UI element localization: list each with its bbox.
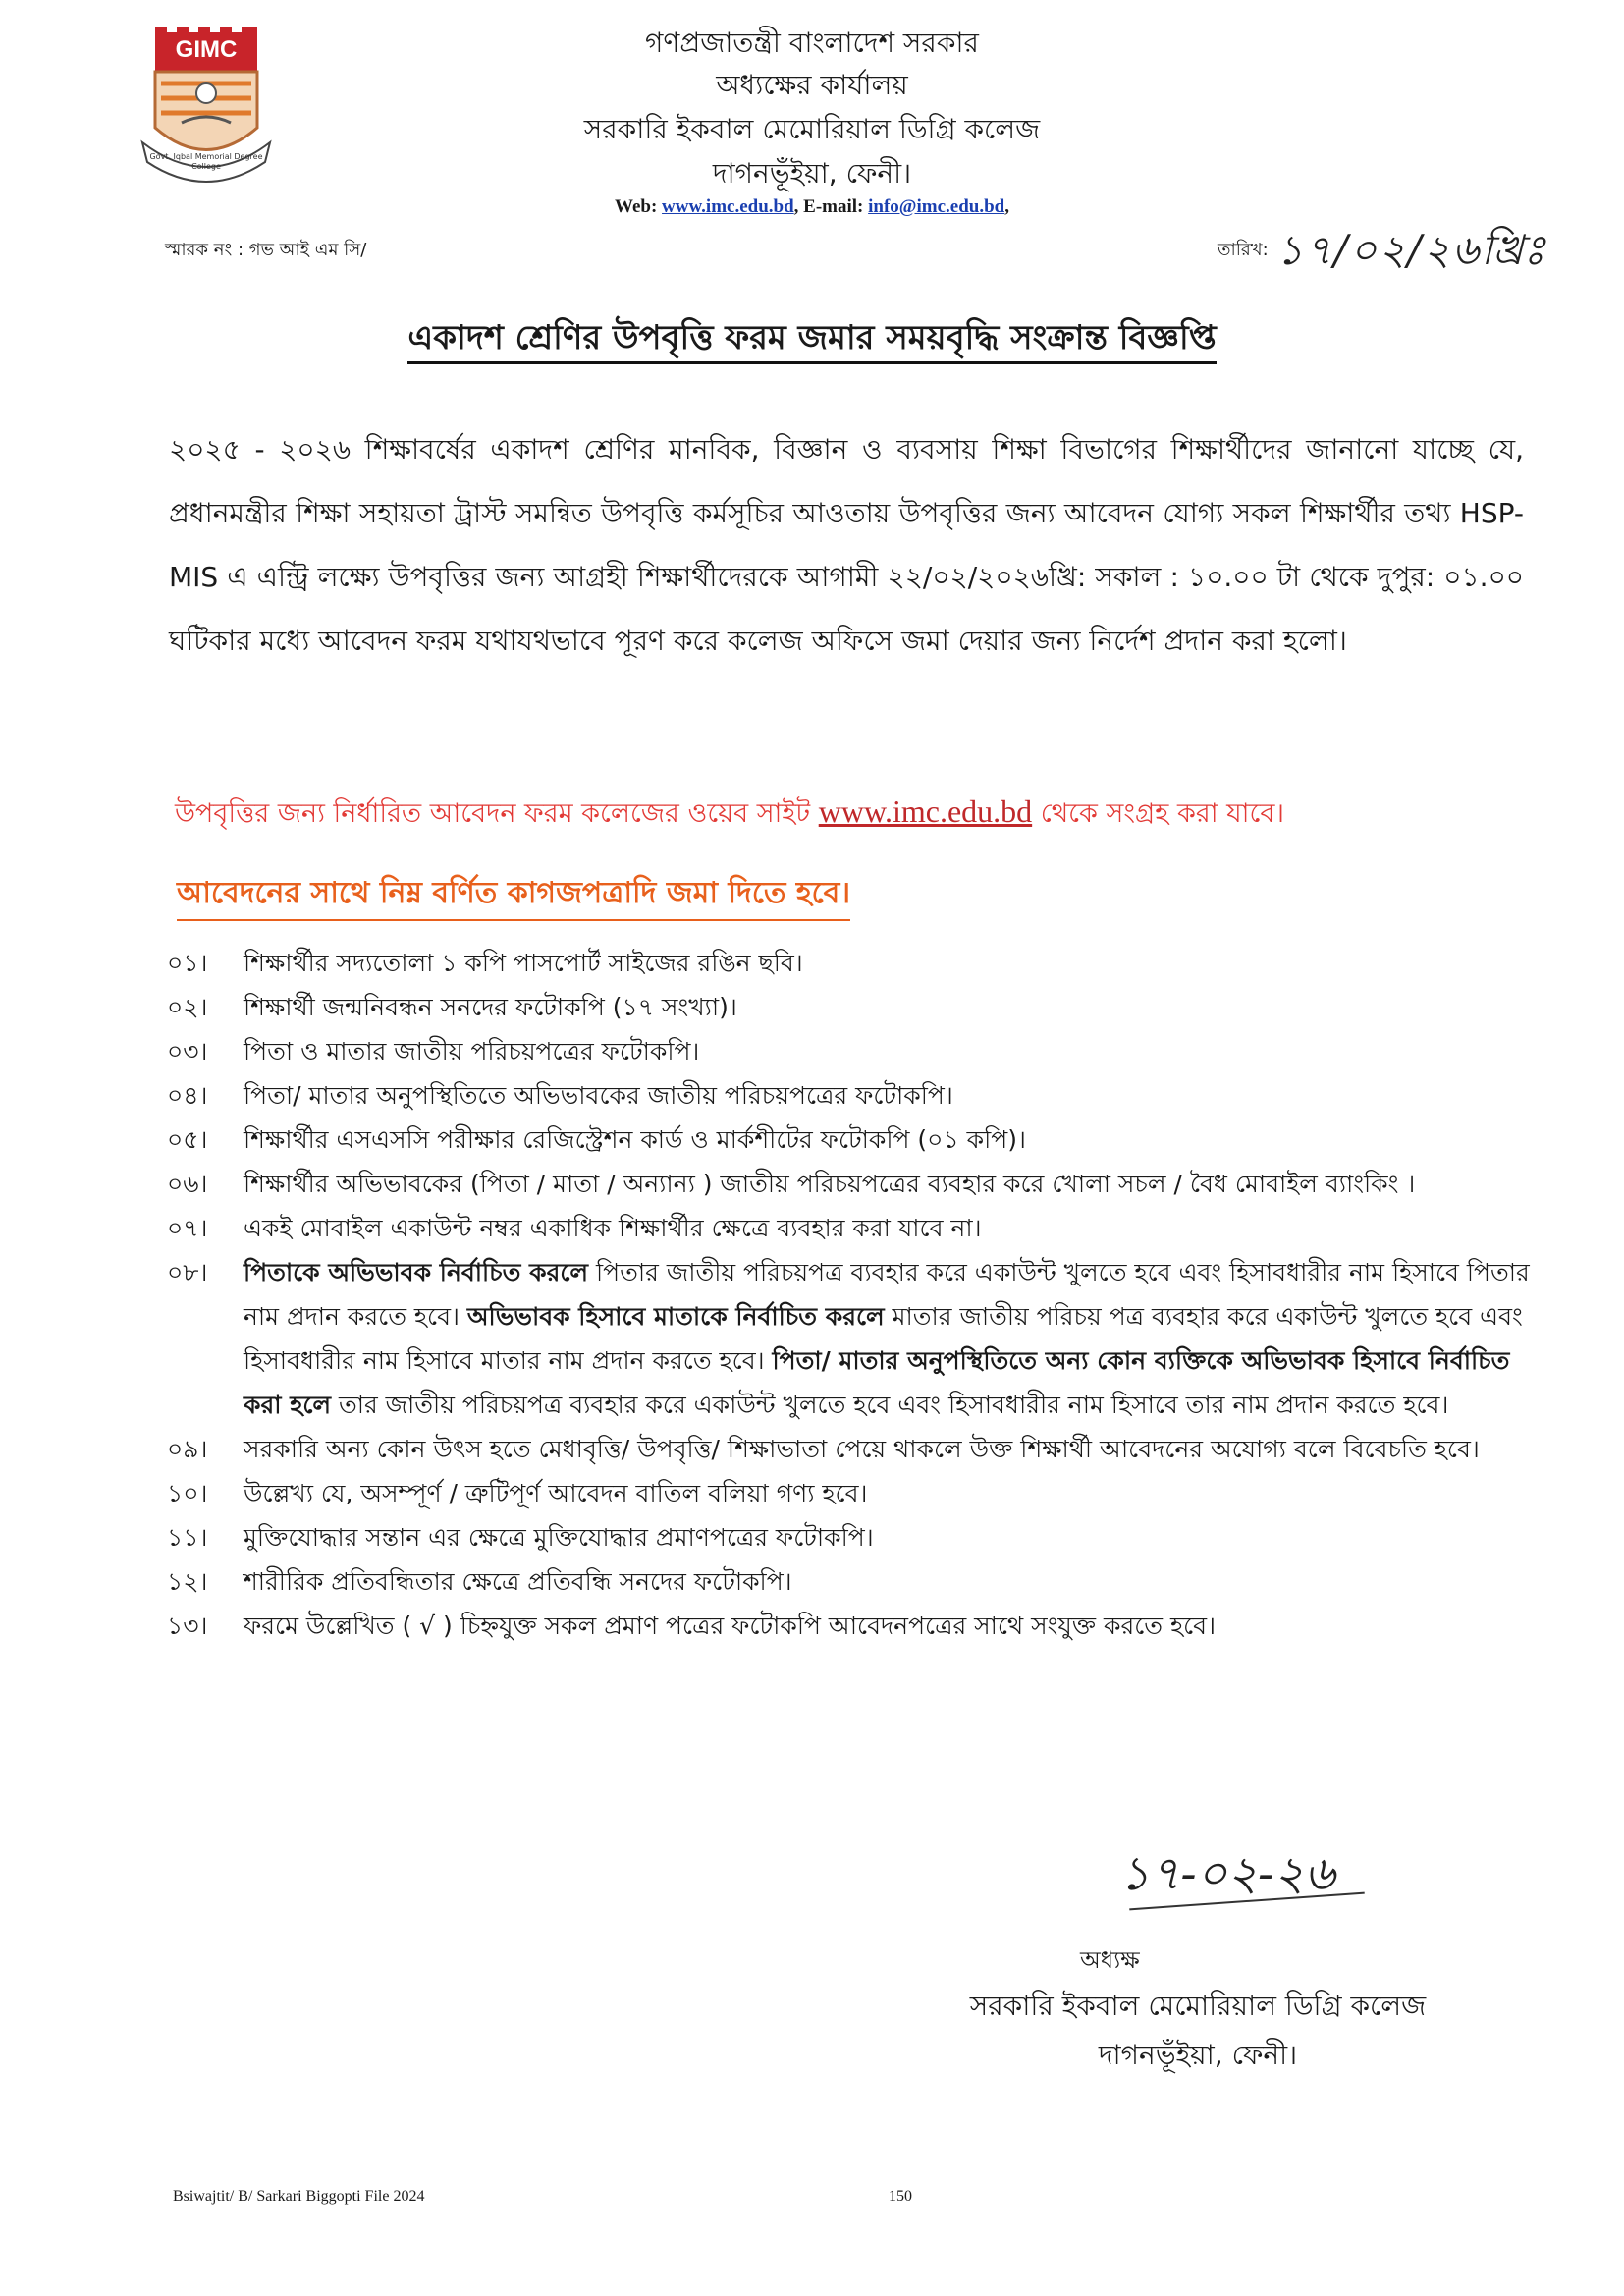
documents-heading: আবেদনের সাথে নিম্ন বর্ণিত কাগজপত্রাদি জমা দিতে হবে। xyxy=(177,869,850,921)
header-contact xyxy=(517,196,1107,218)
list-item xyxy=(167,1604,1537,1648)
item-number: ০৮। xyxy=(167,1258,208,1286)
logo-text: GIMC xyxy=(175,36,238,63)
signature: ১৭-০২-২৬ xyxy=(1119,1846,1335,1901)
item-number: ০৭। xyxy=(167,1214,208,1242)
list-item xyxy=(167,1206,1537,1250)
item8-mother-bold: অভিভাবক হিসাবে মাতাকে নির্বাচিত করলে xyxy=(466,1302,885,1331)
item-text: শারীরিক প্রতিবন্ধিতার ক্ষেত্রে প্রতিবন্ধি সনদের ফটোকপি। xyxy=(244,1567,792,1596)
principal-title: অধ্যক্ষ xyxy=(1080,1946,1140,1974)
item-number: ০১। xyxy=(167,949,208,977)
list-item xyxy=(167,1559,1537,1604)
item8-father-bold: পিতাকে অভিভাবক নির্বাচিত করলে xyxy=(244,1258,589,1286)
item-number: ০৫। xyxy=(167,1125,208,1154)
college-logo xyxy=(137,25,275,196)
form-notice-pre: উপবৃত্তির জন্য নির্ধারিত আবেদন ফরম কলেজের ওয়েব সাইট xyxy=(175,798,819,829)
item8-other-text: তার জাতীয় পরিচয়পত্র ব্যবহার করে একাউন্ট খুলতে হবে এবং হিসাবধারীর নাম হিসাবে তার নাম প্রদান করতে হবে। xyxy=(331,1391,1449,1419)
list-item xyxy=(167,1162,1537,1206)
form-notice-post: থেকে সংগ্রহ করা যাবে। xyxy=(1032,798,1285,829)
notice-body: ২০২৫ - ২০২৬ শিক্ষাবর্ষের একাদশ শ্রেণির মানবিক, বিজ্ঞান ও ব্যবসায় শিক্ষা বিভাগের শিক্ষার্থীদের জানানো যাচ্ছে যে, প্রধানমন্ত্রীর শিক্ষা সহায়তা ট্রাস্ট সমন্বিত উপবৃত্তি কর্মসূচির আওতায় উপবৃত্তির জন্য আবেদন যোগ্য সকল শিক্ষার্থীর তথ্য HSP-MIS এ এন্ট্রি লক্ষ্যে উপবৃত্তির জন্য আগ্রহী শিক্ষার্থীদেরকে আগামী ২২/০২/২০২৬খ্রি: সকাল : ১০.০০ টা থেকে দুপুর: ০১.০০ ঘটিকার মধ্যে আবেদন ফরম যথাযথভাবে পূরণ করে কলেজ অফিসে জমা দেয়ার জন্য নির্দেশ প্রদান করা হলো। xyxy=(169,433,1524,657)
item-number: ০২। xyxy=(167,993,208,1021)
item-text: সরকারি অন্য কোন উৎস হতে মেধাবৃত্তি/ উপবৃত্তি/ শিক্ষাভাতা পেয়ে থাকলে উক্ত শিক্ষার্থী আবেদনের অযোগ্য বলে বিবেচতি হবে। xyxy=(244,1435,1480,1463)
header-address: দাগনভূঁইয়া, ফেনী। xyxy=(712,157,912,190)
item-number: ০৪। xyxy=(167,1081,208,1110)
header-office: অধ্যক্ষের কার্যালয় xyxy=(716,69,908,101)
list-item xyxy=(167,941,1537,985)
header-government: গণপ্রজাতন্ত্রী বাংলাদেশ সরকার xyxy=(645,27,979,59)
logo-ribbon: Govt. Iqbal Memorial Degree College xyxy=(149,152,263,171)
item-number: ১৩। xyxy=(167,1612,208,1640)
item-number: ১১। xyxy=(167,1523,208,1552)
item-number: ০৯। xyxy=(167,1435,208,1463)
list-item xyxy=(167,1250,1537,1427)
email-label: , E-mail: xyxy=(793,196,864,217)
item-text: একই মোবাইল একাউন্ট নম্বর একাধিক শিক্ষার্থীর ক্ষেত্রে ব্যবহার করা যাবে না। xyxy=(244,1214,982,1242)
item-text: মুক্তিযোদ্ধার সন্তান এর ক্ষেত্রে মুক্তিযোদ্ধার প্রমাণপত্রের ফটোকপি। xyxy=(244,1523,874,1552)
item-text: পিতা ও মাতার জাতীয় পরিচয়পত্রের ফটোকপি। xyxy=(244,1037,700,1066)
signatory-college xyxy=(923,1982,1473,2080)
item-number: ১০। xyxy=(167,1479,208,1507)
notice-title xyxy=(0,312,1624,368)
item-number: ০৬। xyxy=(167,1170,208,1198)
item8-father-text: পিতার জাতীয় পরিচয়পত্র ব্যবহার করে একাউন্ট খুলতে হবে এবং হিসাবধারীর নাম হিসাবে পিতার নাম প্রদান করতে হবে। xyxy=(244,1258,1530,1331)
item-text: ফরমে উল্লেখিত ( √ ) চিহ্নযুক্ত সকল প্রমাণ পত্রের ফটোকপি আবেদনপত্রের সাথে সংযুক্ত করতে হবে। xyxy=(244,1612,1217,1640)
email-link[interactable]: info@imc.edu.bd xyxy=(868,196,1005,217)
notice-title-text: একাদশ শ্রেণির উপবৃত্তি ফরম জমার সময়বৃদ্ধি সংক্রান্ত বিজ্ঞপ্তি xyxy=(407,318,1216,364)
signatory-college-name: সরকারি ইকবাল মেমোরিয়াল ডিগ্রি কলেজ xyxy=(969,1990,1427,2022)
footer-file-ref: Bsiwajtit/ B/ Sarkari Biggopti File 2024 xyxy=(173,2188,425,2205)
item-text: শিক্ষার্থীর অভিভাবকের (পিতা / মাতা / অন্যান্য ) জাতীয় পরিচয়পত্রের ব্যবহার করে খোলা সচল / বৈধ মোবাইল ব্যাংকিং । xyxy=(244,1170,1416,1198)
item-text: শিক্ষার্থীর সদ্যতোলা ১ কপি পাসপোর্ট সাইজের রঙিন ছবি। xyxy=(244,949,803,977)
list-item xyxy=(167,1073,1537,1118)
email-suffix: , xyxy=(1004,196,1009,217)
form-download-link[interactable]: www.imc.edu.bd xyxy=(818,793,1033,829)
form-download-notice xyxy=(175,793,1284,838)
documents-list xyxy=(167,941,1537,1648)
web-label: Web: xyxy=(615,196,658,217)
list-item xyxy=(167,1515,1537,1559)
item8-other-bold: পিতা/ মাতার অনুপস্থিতিতে অন্য কোন ব্যক্তিকে অভিভাবক হিসাবে নির্বাচিত করা হলে xyxy=(244,1346,1510,1419)
list-item xyxy=(167,985,1537,1029)
date-value: ১৭/০২/২৬খ্রিঃ xyxy=(1276,226,1547,274)
page-number: 150 xyxy=(889,2188,912,2205)
list-item xyxy=(167,1029,1537,1073)
item-number: ১২। xyxy=(167,1567,208,1596)
list-item xyxy=(167,1471,1537,1515)
list-item xyxy=(167,1427,1537,1471)
signatory-address: দাগনভূঁইয়া, ফেনী। xyxy=(1098,2039,1298,2071)
date-label: তারিখ: xyxy=(1218,240,1269,260)
header-college: সরকারি ইকবাল মেমোরিয়াল ডিগ্রি কলেজ xyxy=(583,113,1041,145)
item-text xyxy=(244,1250,1537,1427)
item-text: উল্লেখ্য যে, অসম্পূর্ণ / ত্রুটিপূর্ণ আবেদন বাতিল বলিয়া গণ্য হবে। xyxy=(244,1479,868,1507)
item8-mother-text: মাতার জাতীয় পরিচয় পত্র ব্যবহার করে একাউন্ট খুলতে হবে এবং হিসাবধারীর নাম হিসাবে মাতার নাম প্রদান করতে হবে। xyxy=(244,1302,1523,1375)
item-text: শিক্ষার্থীর এসএসসি পরীক্ষার রেজিস্ট্রেশন কার্ড ও মার্কশীটের ফটোকপি (০১ কপি)। xyxy=(244,1125,1026,1154)
item-text: পিতা/ মাতার অনুপস্থিতিতে অভিভাবকের জাতীয় পরিচয়পত্রের ফটোকপি। xyxy=(244,1081,953,1110)
item-text: শিক্ষার্থী জন্মনিবন্ধন সনদের ফটোকপি (১৭ সংখ্যা)। xyxy=(244,993,737,1021)
item-number: ০৩। xyxy=(167,1037,208,1066)
reference-number: স্মারক নং : গভ আই এম সি/ xyxy=(165,240,367,260)
website-link[interactable]: www.imc.edu.bd xyxy=(662,196,794,217)
list-item xyxy=(167,1118,1537,1162)
